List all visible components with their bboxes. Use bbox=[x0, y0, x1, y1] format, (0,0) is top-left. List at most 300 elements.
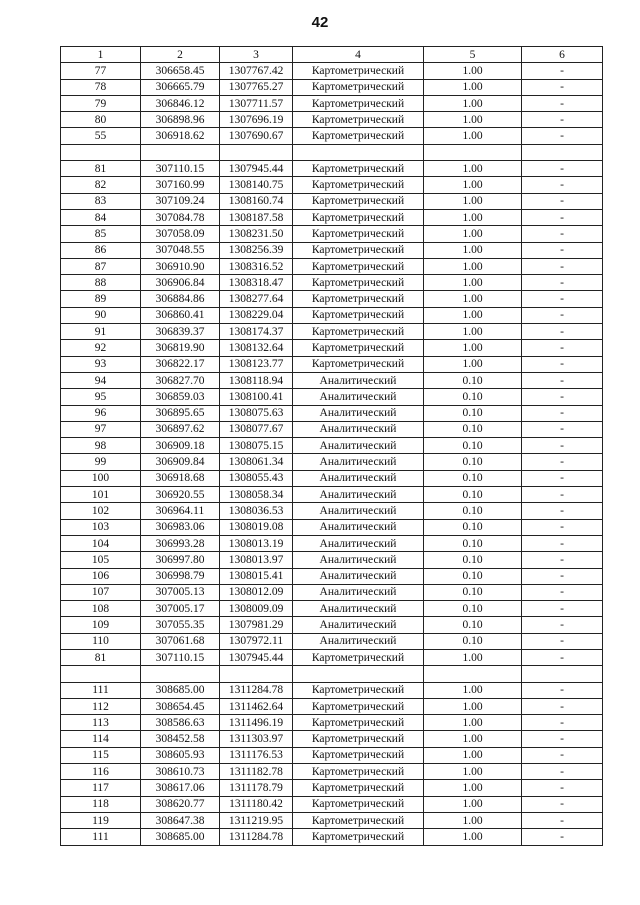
x-coordinate-cell: 306665.79 bbox=[141, 79, 220, 95]
point-number-cell: 94 bbox=[61, 372, 141, 388]
table-row bbox=[61, 682, 603, 698]
x-coordinate-cell: 306819.90 bbox=[141, 340, 220, 356]
accuracy-cell: 0.10 bbox=[424, 389, 522, 405]
x-coordinate-cell: 306918.68 bbox=[141, 470, 220, 486]
method-cell: Картометрический bbox=[293, 324, 424, 340]
x-coordinate-cell: 306898.96 bbox=[141, 112, 220, 128]
accuracy-cell: 1.00 bbox=[424, 649, 522, 665]
y-coordinate-cell: 1311284.78 bbox=[220, 829, 293, 845]
accuracy-cell: 0.10 bbox=[424, 633, 522, 649]
method-cell: Картометрический bbox=[293, 63, 424, 79]
note-cell: - bbox=[522, 617, 603, 633]
accuracy-cell: 1.00 bbox=[424, 112, 522, 128]
method-cell: Аналитический bbox=[293, 568, 424, 584]
table-row bbox=[61, 177, 603, 193]
method-cell: Картометрический bbox=[293, 95, 424, 111]
point-number-cell: 81 bbox=[61, 161, 141, 177]
point-number-cell: 113 bbox=[61, 715, 141, 731]
table-row bbox=[61, 812, 603, 828]
note-cell: - bbox=[522, 112, 603, 128]
note-cell: - bbox=[522, 209, 603, 225]
x-coordinate-cell: 306909.18 bbox=[141, 438, 220, 454]
y-coordinate-cell: 1311180.42 bbox=[220, 796, 293, 812]
note-cell: - bbox=[522, 63, 603, 79]
accuracy-cell: 1.00 bbox=[424, 780, 522, 796]
accuracy-cell: 1.00 bbox=[424, 829, 522, 845]
x-coordinate-cell: 306897.62 bbox=[141, 421, 220, 437]
table-row bbox=[61, 747, 603, 763]
method-cell: Картометрический bbox=[293, 812, 424, 828]
method-cell: Картометрический bbox=[293, 829, 424, 845]
method-cell: Картометрический bbox=[293, 715, 424, 731]
x-coordinate-cell: 307048.55 bbox=[141, 242, 220, 258]
table-row bbox=[61, 307, 603, 323]
x-coordinate-cell: 306839.37 bbox=[141, 324, 220, 340]
point-number-cell: 80 bbox=[61, 112, 141, 128]
method-cell: Картометрический bbox=[293, 242, 424, 258]
table-row bbox=[61, 438, 603, 454]
y-coordinate-cell: 1308058.34 bbox=[220, 487, 293, 503]
accuracy-cell: 0.10 bbox=[424, 584, 522, 600]
note-cell: - bbox=[522, 405, 603, 421]
method-cell: Аналитический bbox=[293, 535, 424, 551]
method-cell: Картометрический bbox=[293, 682, 424, 698]
note-cell: - bbox=[522, 242, 603, 258]
table-body bbox=[61, 63, 603, 845]
y-coordinate-cell: 1311176.53 bbox=[220, 747, 293, 763]
method-cell: Картометрический bbox=[293, 128, 424, 144]
note-cell: - bbox=[522, 584, 603, 600]
table-row bbox=[61, 405, 603, 421]
point-number-cell: 102 bbox=[61, 503, 141, 519]
method-cell: Аналитический bbox=[293, 552, 424, 568]
accuracy-cell: 1.00 bbox=[424, 340, 522, 356]
point-number-cell: 55 bbox=[61, 128, 141, 144]
accuracy-cell: 0.10 bbox=[424, 372, 522, 388]
x-coordinate-cell bbox=[141, 666, 220, 682]
y-coordinate-cell: 1308036.53 bbox=[220, 503, 293, 519]
y-coordinate-cell: 1307765.27 bbox=[220, 79, 293, 95]
method-cell: Аналитический bbox=[293, 438, 424, 454]
accuracy-cell bbox=[424, 666, 522, 682]
accuracy-cell: 0.10 bbox=[424, 421, 522, 437]
point-number-cell bbox=[61, 144, 141, 160]
point-number-cell: 85 bbox=[61, 226, 141, 242]
point-number-cell: 90 bbox=[61, 307, 141, 323]
point-number-cell: 115 bbox=[61, 747, 141, 763]
point-number-cell: 91 bbox=[61, 324, 141, 340]
x-coordinate-cell: 306884.86 bbox=[141, 291, 220, 307]
accuracy-cell: 1.00 bbox=[424, 764, 522, 780]
note-cell: - bbox=[522, 487, 603, 503]
point-number-cell: 95 bbox=[61, 389, 141, 405]
table-row bbox=[61, 275, 603, 291]
x-coordinate-cell: 307160.99 bbox=[141, 177, 220, 193]
point-number-cell: 82 bbox=[61, 177, 141, 193]
note-cell: - bbox=[522, 291, 603, 307]
method-cell: Аналитический bbox=[293, 389, 424, 405]
note-cell: - bbox=[522, 682, 603, 698]
method-cell bbox=[293, 666, 424, 682]
y-coordinate-cell: 1308277.64 bbox=[220, 291, 293, 307]
method-cell: Аналитический bbox=[293, 503, 424, 519]
table-row bbox=[61, 780, 603, 796]
y-coordinate-cell: 1308075.15 bbox=[220, 438, 293, 454]
note-cell: - bbox=[522, 552, 603, 568]
method-cell: Картометрический bbox=[293, 291, 424, 307]
point-number-cell: 88 bbox=[61, 275, 141, 291]
method-cell: Картометрический bbox=[293, 112, 424, 128]
accuracy-cell: 0.10 bbox=[424, 519, 522, 535]
note-cell: - bbox=[522, 421, 603, 437]
note-cell: - bbox=[522, 780, 603, 796]
table-row bbox=[61, 519, 603, 535]
table-row bbox=[61, 112, 603, 128]
note-cell: - bbox=[522, 307, 603, 323]
x-coordinate-cell: 308654.45 bbox=[141, 698, 220, 714]
point-number-cell: 78 bbox=[61, 79, 141, 95]
x-coordinate-cell: 306822.17 bbox=[141, 356, 220, 372]
accuracy-cell: 1.00 bbox=[424, 747, 522, 763]
accuracy-cell: 1.00 bbox=[424, 95, 522, 111]
note-cell: - bbox=[522, 731, 603, 747]
note-cell: - bbox=[522, 275, 603, 291]
note-cell: - bbox=[522, 764, 603, 780]
accuracy-cell: 0.10 bbox=[424, 535, 522, 551]
x-coordinate-cell: 306909.84 bbox=[141, 454, 220, 470]
note-cell: - bbox=[522, 438, 603, 454]
method-cell: Картометрический bbox=[293, 649, 424, 665]
point-number-cell: 99 bbox=[61, 454, 141, 470]
point-number-cell: 83 bbox=[61, 193, 141, 209]
table-row bbox=[61, 340, 603, 356]
accuracy-cell: 0.10 bbox=[424, 438, 522, 454]
table-row bbox=[61, 796, 603, 812]
accuracy-cell: 0.10 bbox=[424, 601, 522, 617]
y-coordinate-cell bbox=[220, 666, 293, 682]
y-coordinate-cell: 1308100.41 bbox=[220, 389, 293, 405]
method-cell: Аналитический bbox=[293, 519, 424, 535]
table-row bbox=[61, 95, 603, 111]
accuracy-cell: 0.10 bbox=[424, 454, 522, 470]
y-coordinate-cell: 1308229.04 bbox=[220, 307, 293, 323]
note-cell: - bbox=[522, 747, 603, 763]
x-coordinate-cell: 306658.45 bbox=[141, 63, 220, 79]
table-row bbox=[61, 552, 603, 568]
table-row bbox=[61, 715, 603, 731]
table-row bbox=[61, 649, 603, 665]
table-row bbox=[61, 324, 603, 340]
accuracy-cell: 1.00 bbox=[424, 177, 522, 193]
y-coordinate-cell: 1308077.67 bbox=[220, 421, 293, 437]
y-coordinate-cell: 1311219.95 bbox=[220, 812, 293, 828]
point-number-cell: 107 bbox=[61, 584, 141, 600]
point-number-cell: 77 bbox=[61, 63, 141, 79]
accuracy-cell: 1.00 bbox=[424, 242, 522, 258]
x-coordinate-cell: 308605.93 bbox=[141, 747, 220, 763]
accuracy-cell: 1.00 bbox=[424, 161, 522, 177]
method-cell: Аналитический bbox=[293, 633, 424, 649]
table-row bbox=[61, 764, 603, 780]
table-row bbox=[61, 63, 603, 79]
method-cell: Картометрический bbox=[293, 747, 424, 763]
note-cell: - bbox=[522, 128, 603, 144]
accuracy-cell: 1.00 bbox=[424, 307, 522, 323]
note-cell: - bbox=[522, 715, 603, 731]
y-coordinate-cell: 1307972.11 bbox=[220, 633, 293, 649]
method-cell: Картометрический bbox=[293, 731, 424, 747]
table-row bbox=[61, 470, 603, 486]
column-header: 5 bbox=[424, 47, 522, 63]
method-cell: Картометрический bbox=[293, 356, 424, 372]
y-coordinate-cell: 1308013.97 bbox=[220, 552, 293, 568]
table-row bbox=[61, 79, 603, 95]
y-coordinate-cell: 1307767.42 bbox=[220, 63, 293, 79]
y-coordinate-cell: 1311284.78 bbox=[220, 682, 293, 698]
table-row bbox=[61, 372, 603, 388]
column-header: 3 bbox=[220, 47, 293, 63]
table-row bbox=[61, 356, 603, 372]
point-number-cell: 111 bbox=[61, 682, 141, 698]
x-coordinate-cell: 307055.35 bbox=[141, 617, 220, 633]
x-coordinate-cell bbox=[141, 144, 220, 160]
point-number-cell bbox=[61, 666, 141, 682]
accuracy-cell: 1.00 bbox=[424, 324, 522, 340]
method-cell: Картометрический bbox=[293, 79, 424, 95]
table-row bbox=[61, 389, 603, 405]
accuracy-cell: 1.00 bbox=[424, 275, 522, 291]
y-coordinate-cell: 1308187.58 bbox=[220, 209, 293, 225]
x-coordinate-cell: 308586.63 bbox=[141, 715, 220, 731]
method-cell: Картометрический bbox=[293, 193, 424, 209]
y-coordinate-cell: 1308019.08 bbox=[220, 519, 293, 535]
table-row bbox=[61, 421, 603, 437]
table-row bbox=[61, 161, 603, 177]
x-coordinate-cell: 307058.09 bbox=[141, 226, 220, 242]
point-number-cell: 106 bbox=[61, 568, 141, 584]
x-coordinate-cell: 307005.17 bbox=[141, 601, 220, 617]
point-number-cell: 104 bbox=[61, 535, 141, 551]
note-cell: - bbox=[522, 161, 603, 177]
y-coordinate-cell: 1308055.43 bbox=[220, 470, 293, 486]
column-header: 2 bbox=[141, 47, 220, 63]
table-row bbox=[61, 487, 603, 503]
method-cell: Картометрический bbox=[293, 340, 424, 356]
table-row bbox=[61, 698, 603, 714]
table-row bbox=[61, 209, 603, 225]
y-coordinate-cell: 1308174.37 bbox=[220, 324, 293, 340]
note-cell: - bbox=[522, 633, 603, 649]
point-number-cell: 84 bbox=[61, 209, 141, 225]
point-number-cell: 98 bbox=[61, 438, 141, 454]
y-coordinate-cell: 1308012.09 bbox=[220, 584, 293, 600]
x-coordinate-cell: 307061.68 bbox=[141, 633, 220, 649]
table-row bbox=[61, 731, 603, 747]
y-coordinate-cell: 1308075.63 bbox=[220, 405, 293, 421]
column-header: 6 bbox=[522, 47, 603, 63]
note-cell: - bbox=[522, 372, 603, 388]
table-separator-row bbox=[61, 666, 603, 682]
column-header: 4 bbox=[293, 47, 424, 63]
point-number-cell: 79 bbox=[61, 95, 141, 111]
method-cell: Картометрический bbox=[293, 209, 424, 225]
accuracy-cell: 0.10 bbox=[424, 617, 522, 633]
x-coordinate-cell: 308610.73 bbox=[141, 764, 220, 780]
note-cell: - bbox=[522, 601, 603, 617]
method-cell: Картометрический bbox=[293, 258, 424, 274]
method-cell: Аналитический bbox=[293, 584, 424, 600]
y-coordinate-cell: 1307711.57 bbox=[220, 95, 293, 111]
x-coordinate-cell: 306859.03 bbox=[141, 389, 220, 405]
method-cell: Аналитический bbox=[293, 601, 424, 617]
accuracy-cell: 1.00 bbox=[424, 682, 522, 698]
y-coordinate-cell: 1311303.97 bbox=[220, 731, 293, 747]
table-row bbox=[61, 193, 603, 209]
method-cell: Аналитический bbox=[293, 470, 424, 486]
point-number-cell: 93 bbox=[61, 356, 141, 372]
accuracy-cell: 0.10 bbox=[424, 487, 522, 503]
note-cell bbox=[522, 666, 603, 682]
x-coordinate-cell: 306895.65 bbox=[141, 405, 220, 421]
point-number-cell: 100 bbox=[61, 470, 141, 486]
column-header: 1 bbox=[61, 47, 141, 63]
table-header-row bbox=[61, 47, 603, 63]
method-cell: Картометрический bbox=[293, 177, 424, 193]
y-coordinate-cell: 1311182.78 bbox=[220, 764, 293, 780]
table-row bbox=[61, 829, 603, 845]
note-cell: - bbox=[522, 258, 603, 274]
y-coordinate-cell: 1307981.29 bbox=[220, 617, 293, 633]
x-coordinate-cell: 306906.84 bbox=[141, 275, 220, 291]
note-cell: - bbox=[522, 698, 603, 714]
table-row bbox=[61, 633, 603, 649]
note-cell: - bbox=[522, 519, 603, 535]
method-cell: Аналитический bbox=[293, 487, 424, 503]
note-cell: - bbox=[522, 829, 603, 845]
accuracy-cell: 1.00 bbox=[424, 209, 522, 225]
note-cell: - bbox=[522, 812, 603, 828]
point-number-cell: 97 bbox=[61, 421, 141, 437]
accuracy-cell: 1.00 bbox=[424, 291, 522, 307]
table-row bbox=[61, 617, 603, 633]
table-row bbox=[61, 128, 603, 144]
method-cell: Аналитический bbox=[293, 372, 424, 388]
x-coordinate-cell: 306983.06 bbox=[141, 519, 220, 535]
x-coordinate-cell: 306910.90 bbox=[141, 258, 220, 274]
table-row bbox=[61, 454, 603, 470]
table-row bbox=[61, 601, 603, 617]
note-cell: - bbox=[522, 340, 603, 356]
point-number-cell: 103 bbox=[61, 519, 141, 535]
accuracy-cell: 1.00 bbox=[424, 258, 522, 274]
note-cell: - bbox=[522, 193, 603, 209]
note-cell bbox=[522, 144, 603, 160]
accuracy-cell: 1.00 bbox=[424, 715, 522, 731]
x-coordinate-cell: 308620.77 bbox=[141, 796, 220, 812]
method-cell: Аналитический bbox=[293, 617, 424, 633]
y-coordinate-cell: 1308256.39 bbox=[220, 242, 293, 258]
note-cell: - bbox=[522, 95, 603, 111]
y-coordinate-cell: 1308318.47 bbox=[220, 275, 293, 291]
method-cell: Аналитический bbox=[293, 405, 424, 421]
note-cell: - bbox=[522, 796, 603, 812]
note-cell: - bbox=[522, 324, 603, 340]
accuracy-cell bbox=[424, 144, 522, 160]
note-cell: - bbox=[522, 389, 603, 405]
table-row bbox=[61, 568, 603, 584]
note-cell: - bbox=[522, 470, 603, 486]
method-cell: Картометрический bbox=[293, 307, 424, 323]
note-cell: - bbox=[522, 226, 603, 242]
table-separator-row bbox=[61, 144, 603, 160]
coordinates-table bbox=[60, 46, 603, 846]
y-coordinate-cell: 1308132.64 bbox=[220, 340, 293, 356]
method-cell: Картометрический bbox=[293, 161, 424, 177]
accuracy-cell: 1.00 bbox=[424, 812, 522, 828]
note-cell: - bbox=[522, 568, 603, 584]
y-coordinate-cell: 1308118.94 bbox=[220, 372, 293, 388]
x-coordinate-cell: 306920.55 bbox=[141, 487, 220, 503]
method-cell: Картометрический bbox=[293, 764, 424, 780]
x-coordinate-cell: 306846.12 bbox=[141, 95, 220, 111]
point-number-cell: 86 bbox=[61, 242, 141, 258]
y-coordinate-cell: 1307690.67 bbox=[220, 128, 293, 144]
accuracy-cell: 1.00 bbox=[424, 796, 522, 812]
method-cell: Картометрический bbox=[293, 275, 424, 291]
accuracy-cell: 0.10 bbox=[424, 568, 522, 584]
table-row bbox=[61, 535, 603, 551]
y-coordinate-cell: 1311178.79 bbox=[220, 780, 293, 796]
y-coordinate-cell: 1307696.19 bbox=[220, 112, 293, 128]
note-cell: - bbox=[522, 535, 603, 551]
point-number-cell: 110 bbox=[61, 633, 141, 649]
y-coordinate-cell: 1307945.44 bbox=[220, 161, 293, 177]
y-coordinate-cell: 1308015.41 bbox=[220, 568, 293, 584]
table-row bbox=[61, 291, 603, 307]
accuracy-cell: 0.10 bbox=[424, 503, 522, 519]
accuracy-cell: 0.10 bbox=[424, 470, 522, 486]
x-coordinate-cell: 308647.38 bbox=[141, 812, 220, 828]
y-coordinate-cell: 1308013.19 bbox=[220, 535, 293, 551]
point-number-cell: 118 bbox=[61, 796, 141, 812]
x-coordinate-cell: 307109.24 bbox=[141, 193, 220, 209]
x-coordinate-cell: 307110.15 bbox=[141, 649, 220, 665]
y-coordinate-cell: 1311462.64 bbox=[220, 698, 293, 714]
accuracy-cell: 0.10 bbox=[424, 405, 522, 421]
note-cell: - bbox=[522, 79, 603, 95]
point-number-cell: 87 bbox=[61, 258, 141, 274]
accuracy-cell: 1.00 bbox=[424, 193, 522, 209]
point-number-cell: 96 bbox=[61, 405, 141, 421]
accuracy-cell: 1.00 bbox=[424, 226, 522, 242]
x-coordinate-cell: 308452.58 bbox=[141, 731, 220, 747]
point-number-cell: 105 bbox=[61, 552, 141, 568]
x-coordinate-cell: 307084.78 bbox=[141, 209, 220, 225]
point-number-cell: 109 bbox=[61, 617, 141, 633]
table-row bbox=[61, 242, 603, 258]
note-cell: - bbox=[522, 649, 603, 665]
table-row bbox=[61, 584, 603, 600]
y-coordinate-cell: 1308231.50 bbox=[220, 226, 293, 242]
y-coordinate-cell bbox=[220, 144, 293, 160]
accuracy-cell: 1.00 bbox=[424, 731, 522, 747]
point-number-cell: 114 bbox=[61, 731, 141, 747]
point-number-cell: 119 bbox=[61, 812, 141, 828]
accuracy-cell: 1.00 bbox=[424, 128, 522, 144]
y-coordinate-cell: 1311496.19 bbox=[220, 715, 293, 731]
method-cell: Аналитический bbox=[293, 454, 424, 470]
x-coordinate-cell: 306918.62 bbox=[141, 128, 220, 144]
